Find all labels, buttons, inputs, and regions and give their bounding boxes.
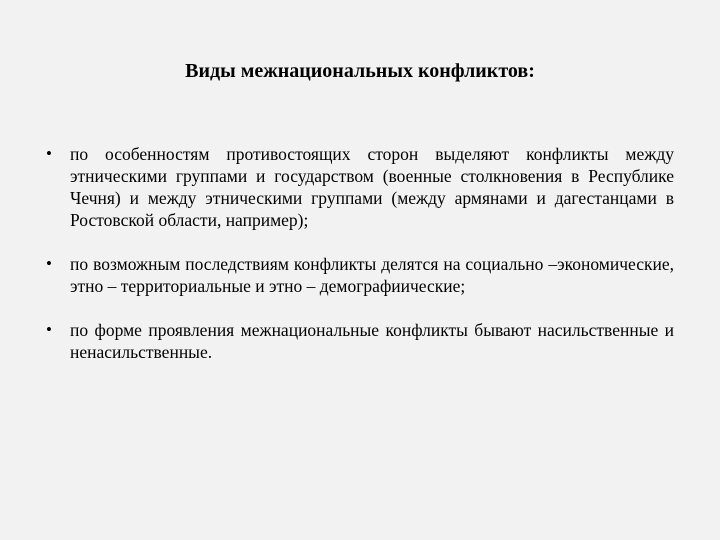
bullet-icon: •	[46, 254, 52, 273]
list-item	[46, 143, 674, 231]
bullet-icon: •	[46, 320, 52, 339]
bullet-text: по особенностям противостоящих сторон выделяют конфликты между этническими группами и государством (военные столкновения в Республике Чечня) и между этническими группами (между армянами и дагестанцами в Ростовской области, например);	[70, 144, 674, 230]
bullet-text: по возможным последствиям конфликты делятся на социально –экономические, этно – территориальные и этно – демографиические;	[70, 254, 674, 296]
bullet-icon: •	[46, 144, 52, 163]
list-item	[46, 253, 674, 297]
bullet-text: по форме проявления межнациональные конфликты бывают насильственные и ненасильственные.	[70, 320, 674, 362]
slide-title: Виды межнациональных конфликтов:	[185, 60, 535, 82]
list-item	[46, 319, 674, 363]
bullet-list	[46, 143, 674, 363]
